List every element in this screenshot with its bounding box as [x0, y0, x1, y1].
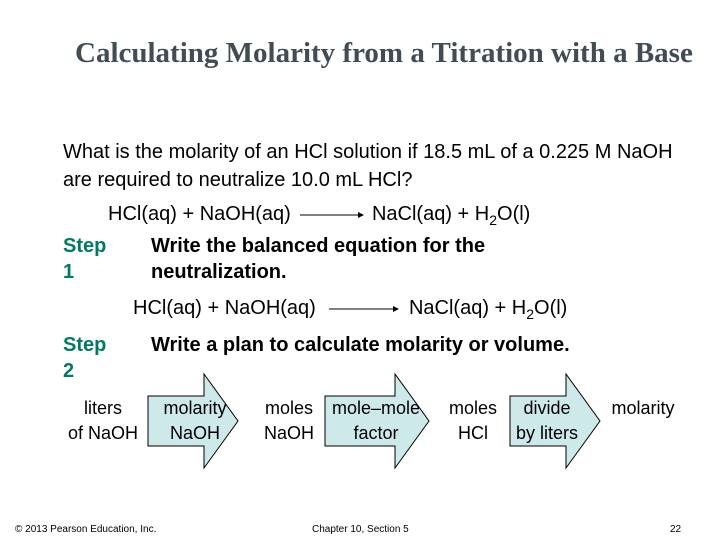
- flow-arrow-2-label: mole–mole factor: [331, 398, 421, 443]
- equation-left: HCl(aq) + NaOH(aq): [133, 297, 316, 319]
- chemical-equation: [108, 203, 530, 228]
- flow-arrow-1-label: molarity NaOH: [163, 398, 227, 443]
- equation-left: HCl(aq) + NaOH(aq): [108, 203, 291, 225]
- footer-copyright: © 2013 Pearson Education, Inc.: [15, 524, 157, 535]
- step-text: Write a plan to calculate molarity or volume.: [151, 334, 570, 356]
- flow-item-moles-naoh: moles NaOH: [263, 398, 314, 443]
- page-number: 22: [670, 524, 682, 535]
- footer-chapter: Chapter 10, Section 5: [312, 524, 409, 535]
- flow-item-liters-naoh: liters of NaOH: [67, 398, 139, 443]
- equation-right: NaCl(aq) + $H_2O(l)$: [371, 203, 531, 228]
- reaction-arrow-icon: [296, 209, 366, 221]
- question-text: What is the molarity of an HCl solution if 18.5 mL of a 0.225 M NaOH are required to neutralize 10.0 mL HCl?: [63, 141, 673, 191]
- step-number: Step 1: [63, 235, 107, 283]
- slide-title: Calculating Molarity from a Titration with a Base: [75, 37, 693, 69]
- flow-item-molarity: molarity: [611, 398, 675, 418]
- chemical-equation-2: [133, 297, 567, 322]
- equation-right: NaCl(aq) + $H_2O(l)$: [408, 297, 568, 322]
- step-number: Step 2: [63, 334, 107, 382]
- flow-arrow-3-label: divide by liters: [515, 398, 578, 443]
- step-text: Write the balanced equation for the neutralization.: [151, 235, 486, 283]
- flow-item-moles-hcl: moles HCl: [448, 398, 497, 443]
- reaction-arrow-icon: [321, 303, 403, 315]
